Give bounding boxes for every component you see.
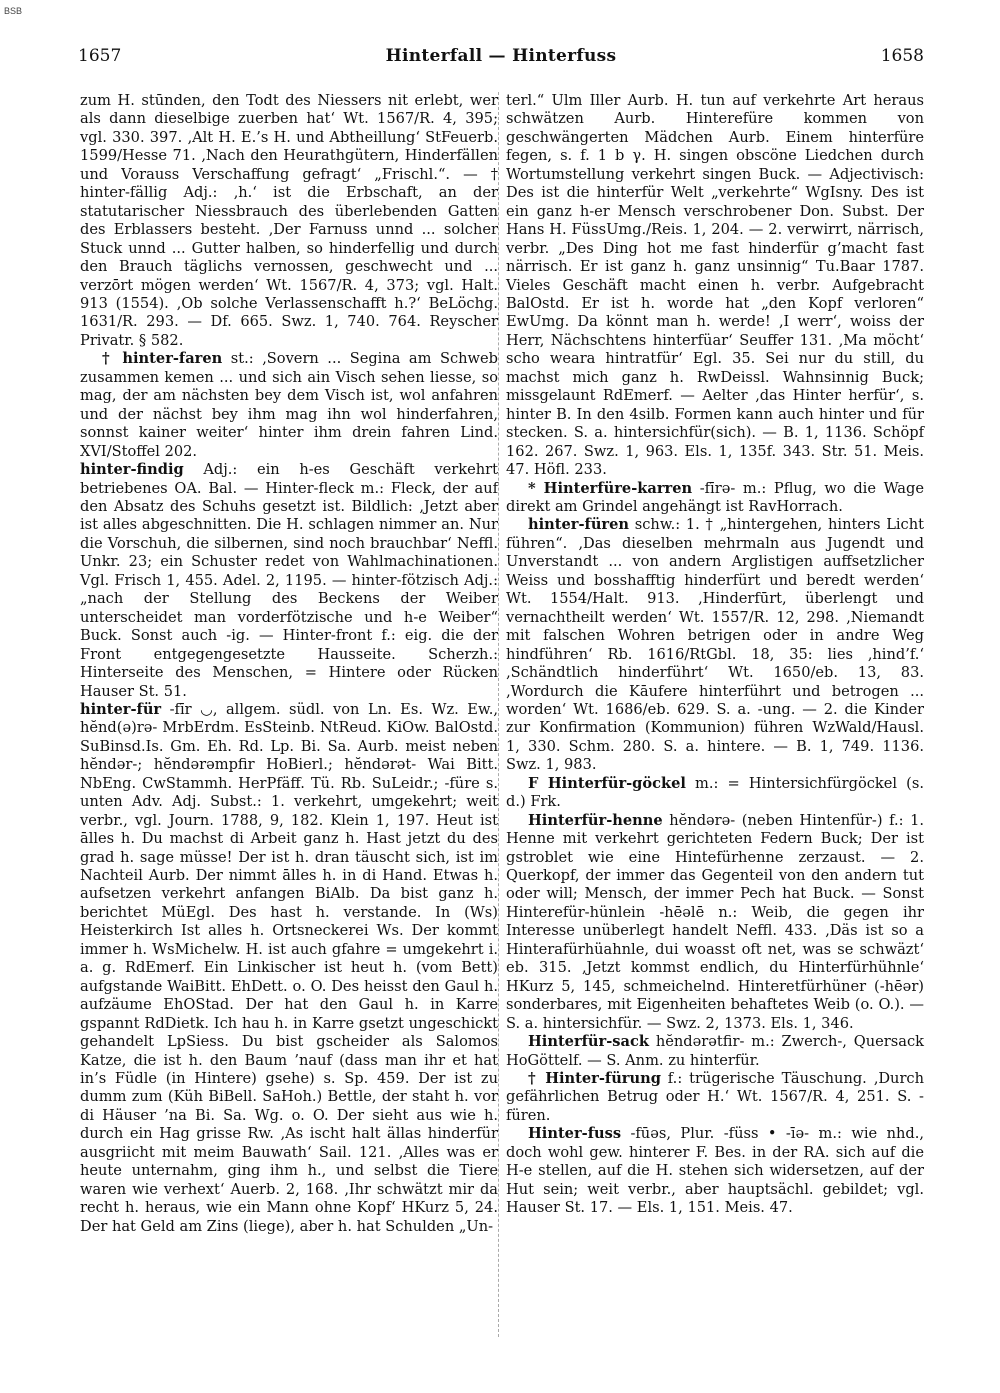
headword: Hinterfür-henne (528, 811, 663, 829)
entry-paragraph: terl.“ Ulm Iller Aurb. H. tun auf verkehrte Art heraus schwätzen Aurb. Hinterefüre kommen von geschwängerten Mädchen Aurb. Einem hinterfüre fegen, s. f. 1 b γ. H. singen obscöne Liedchen durch Wortumstellung verkehrt singen Buck. — Adjectivisch: Des ist die hinterfür Welt „verkehrte“ WgIsny. Des ist ein ganz h-er Mensch verschrobener Don. Subst. Der Hans H. FüssUmg./Reis. 1, 204. — 2. verwirrt, närrisch, verbr. „Des Ding hot me fast hinderfür g’macht fast närrisch. Er ist ganz h. ganz unsinnig“ Tu.Baar 1787. Vieles Geschäft macht einen h. verbr. Aufgebracht BalOstd. Er ist h. worde hat „den Kopf verloren“ EwUmg. Da könnt man h. werde! ‚I werr‘, woiss der Herr, Nächschtens hinterfüar‘ Seuffer 131. ‚Ma möcht‘ scho weara hintratfür‘ Egl. 35. Sei nur du still, du machst mich ganz h. RwDeissl. Wahnsinnig Buck; missgelaunt RdEmerf. — Aelter ‚das Hinter herfür‘, s. hinter B. In den 4silb. Formen kann auch hinter und für stecken. S. a. hintersichfür(sich). — B. 1, 1136. Schöpf 162. 267. Swz. 1, 963. Els. 1, 135f. 343. Str. 51. Meis. 47. Höfl. 233. (506, 92, 924, 479)
entry-paragraph: † Hinter-fürung f.: trügerische Täuschung. ‚Durch gefährlichen Betrug oder H.‘ Wt. 1567/R. 4, 251. S. -füren. (506, 1070, 924, 1124)
page-number-right: 1658 (880, 46, 924, 66)
headword: † Hinter-fürung (528, 1070, 661, 1088)
headword: † hinter-faren (102, 350, 223, 368)
entry-paragraph: Hinter-fuss -fūəs, Plur. -füss • -īə- m.: wie nhd., doch wohl gew. hinterer F. Bes. in der RA. sich auf die H-e stellen, auf die H. stehen sich widersetzen, auf der Hut sein; weit verbr., aber hauptsächl. gebildet; vgl. Hauser St. 17. — Els. 1, 151. Meis. 47. (506, 1125, 924, 1217)
page-number-left: 1657 (78, 46, 122, 66)
entry-paragraph: F Hinterfür-göckel m.: = Hintersichfürgöckel (s. d.) Frk. (506, 774, 924, 811)
page-header (78, 46, 924, 72)
left-column (80, 92, 498, 1236)
entry-paragraph: Hinterfür-sack hĕndərətfir- m.: Zwerch-, Quersack HoGöttelf. — S. Anm. zu hinterfür. (506, 1033, 924, 1069)
entry-paragraph: hinter-für -fīr ◡, allgem. südl. von Ln. Es. Wz. Ew., hĕnd(ə)rə- MrbErdm. EsSteinb. NtReud. KiOw. BalOstd. SuBinsd.Is. Gm. Eh. Rd. Lp. Bi. Sa. Aurb. meist neben hĕndər-; hĕndərəmpfir HoBierl.; hĕndərət- Wai Bitt. NbEng. CwStammh. HerPfäff. Tü. Rb. SuLeidr.; -füre s. unten Adv. Adj. Subst.: 1. verkehrt, umgekehrt; weit verbr., vgl. Journ. 1788, 9, 182. Klein 1, 197. Heut ist ālles h. Du machst di Arbeit ganz h. Hast jetzt du des grad h. sage müsse! Der ist h. dran täuscht sich, ist im Nachteil Aurb. Der nimmt ālles h. in di Hand. Etwas h. aufsetzen verkehrt anfangen BiAlb. Da bist ganz h. berichtet MüEgl. Des hast h. verstande. In (Ws) Heisterkirch Ist alles h. Ortsneckerei Ws. Der kommt immer h. WsMichelw. H. ist auch gfahre = umgekehrt i. a. g. RdEmerf. Ein Linkischer ist heut h. (vom Bett) aufgstande WaiBitt. EhDett. o. O. Des heisst den Gaul h. aufzäume EhOStad. Der hat den Gaul h. in Karre gspannt RdDietk. Ich hau h. in Karre gsetzt ungeschickt gehandelt LpSiess. Du bist gscheider als Salomos Katze, die ist h. den Baum ’nauf (dass man ihr et hat in’s Füdle (in Hintere) gsehe) s. Sp. 459. Der ist zu dumm zum (Küh BiBell. SaHoh.) Bettle, der staht h. vor di Häuser ’na Bi. Sa. Wg. o. O. Der sieht aus wie h. durch ein Hag grisse Rw. ‚As ischt halt ällas hinderfür ausgriicht mit meim Bauwath‘ Sail. 121. ‚Alles was er heute unternahm, ging ihm h., und selbst die Tiere waren wie verhext‘ Auerb. 2, 168. ‚Ihr schwätzt mir da recht h. heraus, wie ein Mann ohne Kopf‘ HKurz 5, 24. Der hat Geld am Zins (liege), aber h. hat Schulden „Un- (80, 700, 498, 1235)
entry-paragraph: hinter-füren schw.: 1. † „hintergehen, hinters Licht führen“. ‚Das dieselben mehrmaln aus Jugendt und Unverstandt ... von andern Arglistigen auffsetzlicher Weiss und bosshafftig hinderfürt und beredt werden‘ Wt. 1554/Halt. 913. ‚Hinderfūrt, überlengt und vernachtheilt werden‘ Wt. 1557/R. 12, 298. ‚Niemandt mit falschen Wohren betrigen oder in andre Weg hindführen‘ Rb. 1616/RtGbl. 18, 35: lies ‚hind’f.‘ ‚Schändtlich hinderführt‘ Wt. 1650/eb. 13, 83. ‚Wordurch die Kāufere hinterführt und betrogen ... worden‘ Wt. 1686/eb. 629. S. a. -ung. — 2. die Kinder zur Konfirmation (Kommunion) führen WzWald/Hausl. 1, 330. Schm. 280. S. a. hintere. — B. 1, 749. 1136. Swz. 1, 983. (506, 516, 924, 774)
headword: * Hinterfüre-karren (528, 479, 693, 497)
entry-paragraph: † hinter-faren st.: ‚Sovern ... Segina am Schweb zusammen kemen ... und sich ain Visch sehen liesse, so mag, der am nächsten bey dem Visch ist, wol anfahren und der nächst bey ihm mag ihn wol hinderfahren, sonnst kainer weiter‘ hinter ihm drein fahren Lind. XVI/Stoffel 202. (80, 350, 498, 460)
headword: F Hinterfür-göckel (528, 774, 686, 792)
library-stamp: BSB (4, 6, 23, 16)
entry-paragraph: * Hinterfüre-karren -fīrə- m.: Pflug, wo die Wage direkt am Grindel angehängt ist RavHorrach. (506, 479, 924, 515)
headword: hinter-für (80, 700, 162, 718)
entry-paragraph: zum H. stūnden, den Todt des Niessers nit erlebt, wer als dann dieselbige zuerben hat‘ Wt. 1567/R. 4, 395; vgl. 330. 397. ‚Alt H. E.’s H. und Abtheillung‘ StFeuerb. 1599/Hesse 71. ‚Nach den Heurathgütern, Hinderfällen und Vorauss Verschaffung gefragt‘ „Frischl.“. — † hinter-fällig Adj.: ‚h.‘ ist die Erbschaft, an der statutarischer Niessbrauch des überlebenden Gatten des Erblassers besteht. ‚Der Farnuss unnd ... solcher Stuck unnd ... Gutter halben, so hinderfellig und durch den Brauch täglichs vernossen, geschwecht und ... verzōrt mögen werden‘ Wt. 1567/R. 4, 373; vgl. Halt. 913 (1554). ‚Ob solche Verlassenschafft h.?‘ BeLöchg. 1631/R. 293. — Df. 665. Swz. 1, 740. 764. Reyscher Privatr. § 582. (80, 92, 498, 349)
entry-paragraph: hinter-findig Adj.: ein h-es Geschäft verkehrt betriebenes OA. Bal. — Hinter-fleck m.: Fleck, der auf den Absatz des Schuhs gesetzt ist. Bildlich: ‚Jetzt aber ist alles abgeschnitten. Die H. schlagen nimmer an. Nur die Vorschuh, die silbernen, sind noch brauchbar‘ Neffl. Unkr. 23; ein Schuster redet von Wahlmachinationen. Vgl. Frisch 1, 455. Adel. 2, 1195. — hinter-fötzisch Adj.: „nach der Stellung des Beckens der Weiber unterscheidet man vorderfötzische und h-e Weiber“ Buck. Sonst auch -ig. — Hinter-front f.: eig. die der Front entgegengesetzte Hausseite. Scherzh.: Hinterseite des Menschen, = Hintere oder Rücken Hauser St. 51. (80, 461, 498, 700)
headword: hinter-füren (528, 516, 630, 534)
running-title: Hinterfall — Hinterfuss (385, 46, 617, 66)
headword: Hinter-fuss (528, 1125, 622, 1143)
right-column (506, 92, 924, 1218)
column-divider (498, 92, 499, 1337)
entry-paragraph: Hinterfür-henne hĕndərə- (neben Hintenfür-) f.: 1. Henne mit verkehrt gerichteten Federn Buck; Der ist gstroblet wie eine Hintefürhenne zerzaust. — 2. Querkopf, der immer das Gegenteil von den andern tut oder will; Mensch, der immer Pech hat Buck. — Sonst Hinterefür-hünlein -hēəlē n.: Weib, die gegen ihr Interesse unüberlegt handelt Neffl. 433. ‚Däs ist so a Hinterafürhüahnle, dui woasst oft net, was se schwäzt‘ eb. 315. ‚Jetzt kommst endlich, du Hinterfürhühnle‘ HKurz 5, 145, schmeichelnd. Hinteretfürhüner (-hēər) sonderbares, mit Eigenheiten behaftetes Weib (o. O.). — S. a. hintersichfür. — Swz. 2, 1373. Els. 1, 346. (506, 811, 924, 1032)
headword: hinter-findig (80, 461, 184, 479)
headword: Hinterfür-sack (528, 1033, 649, 1051)
